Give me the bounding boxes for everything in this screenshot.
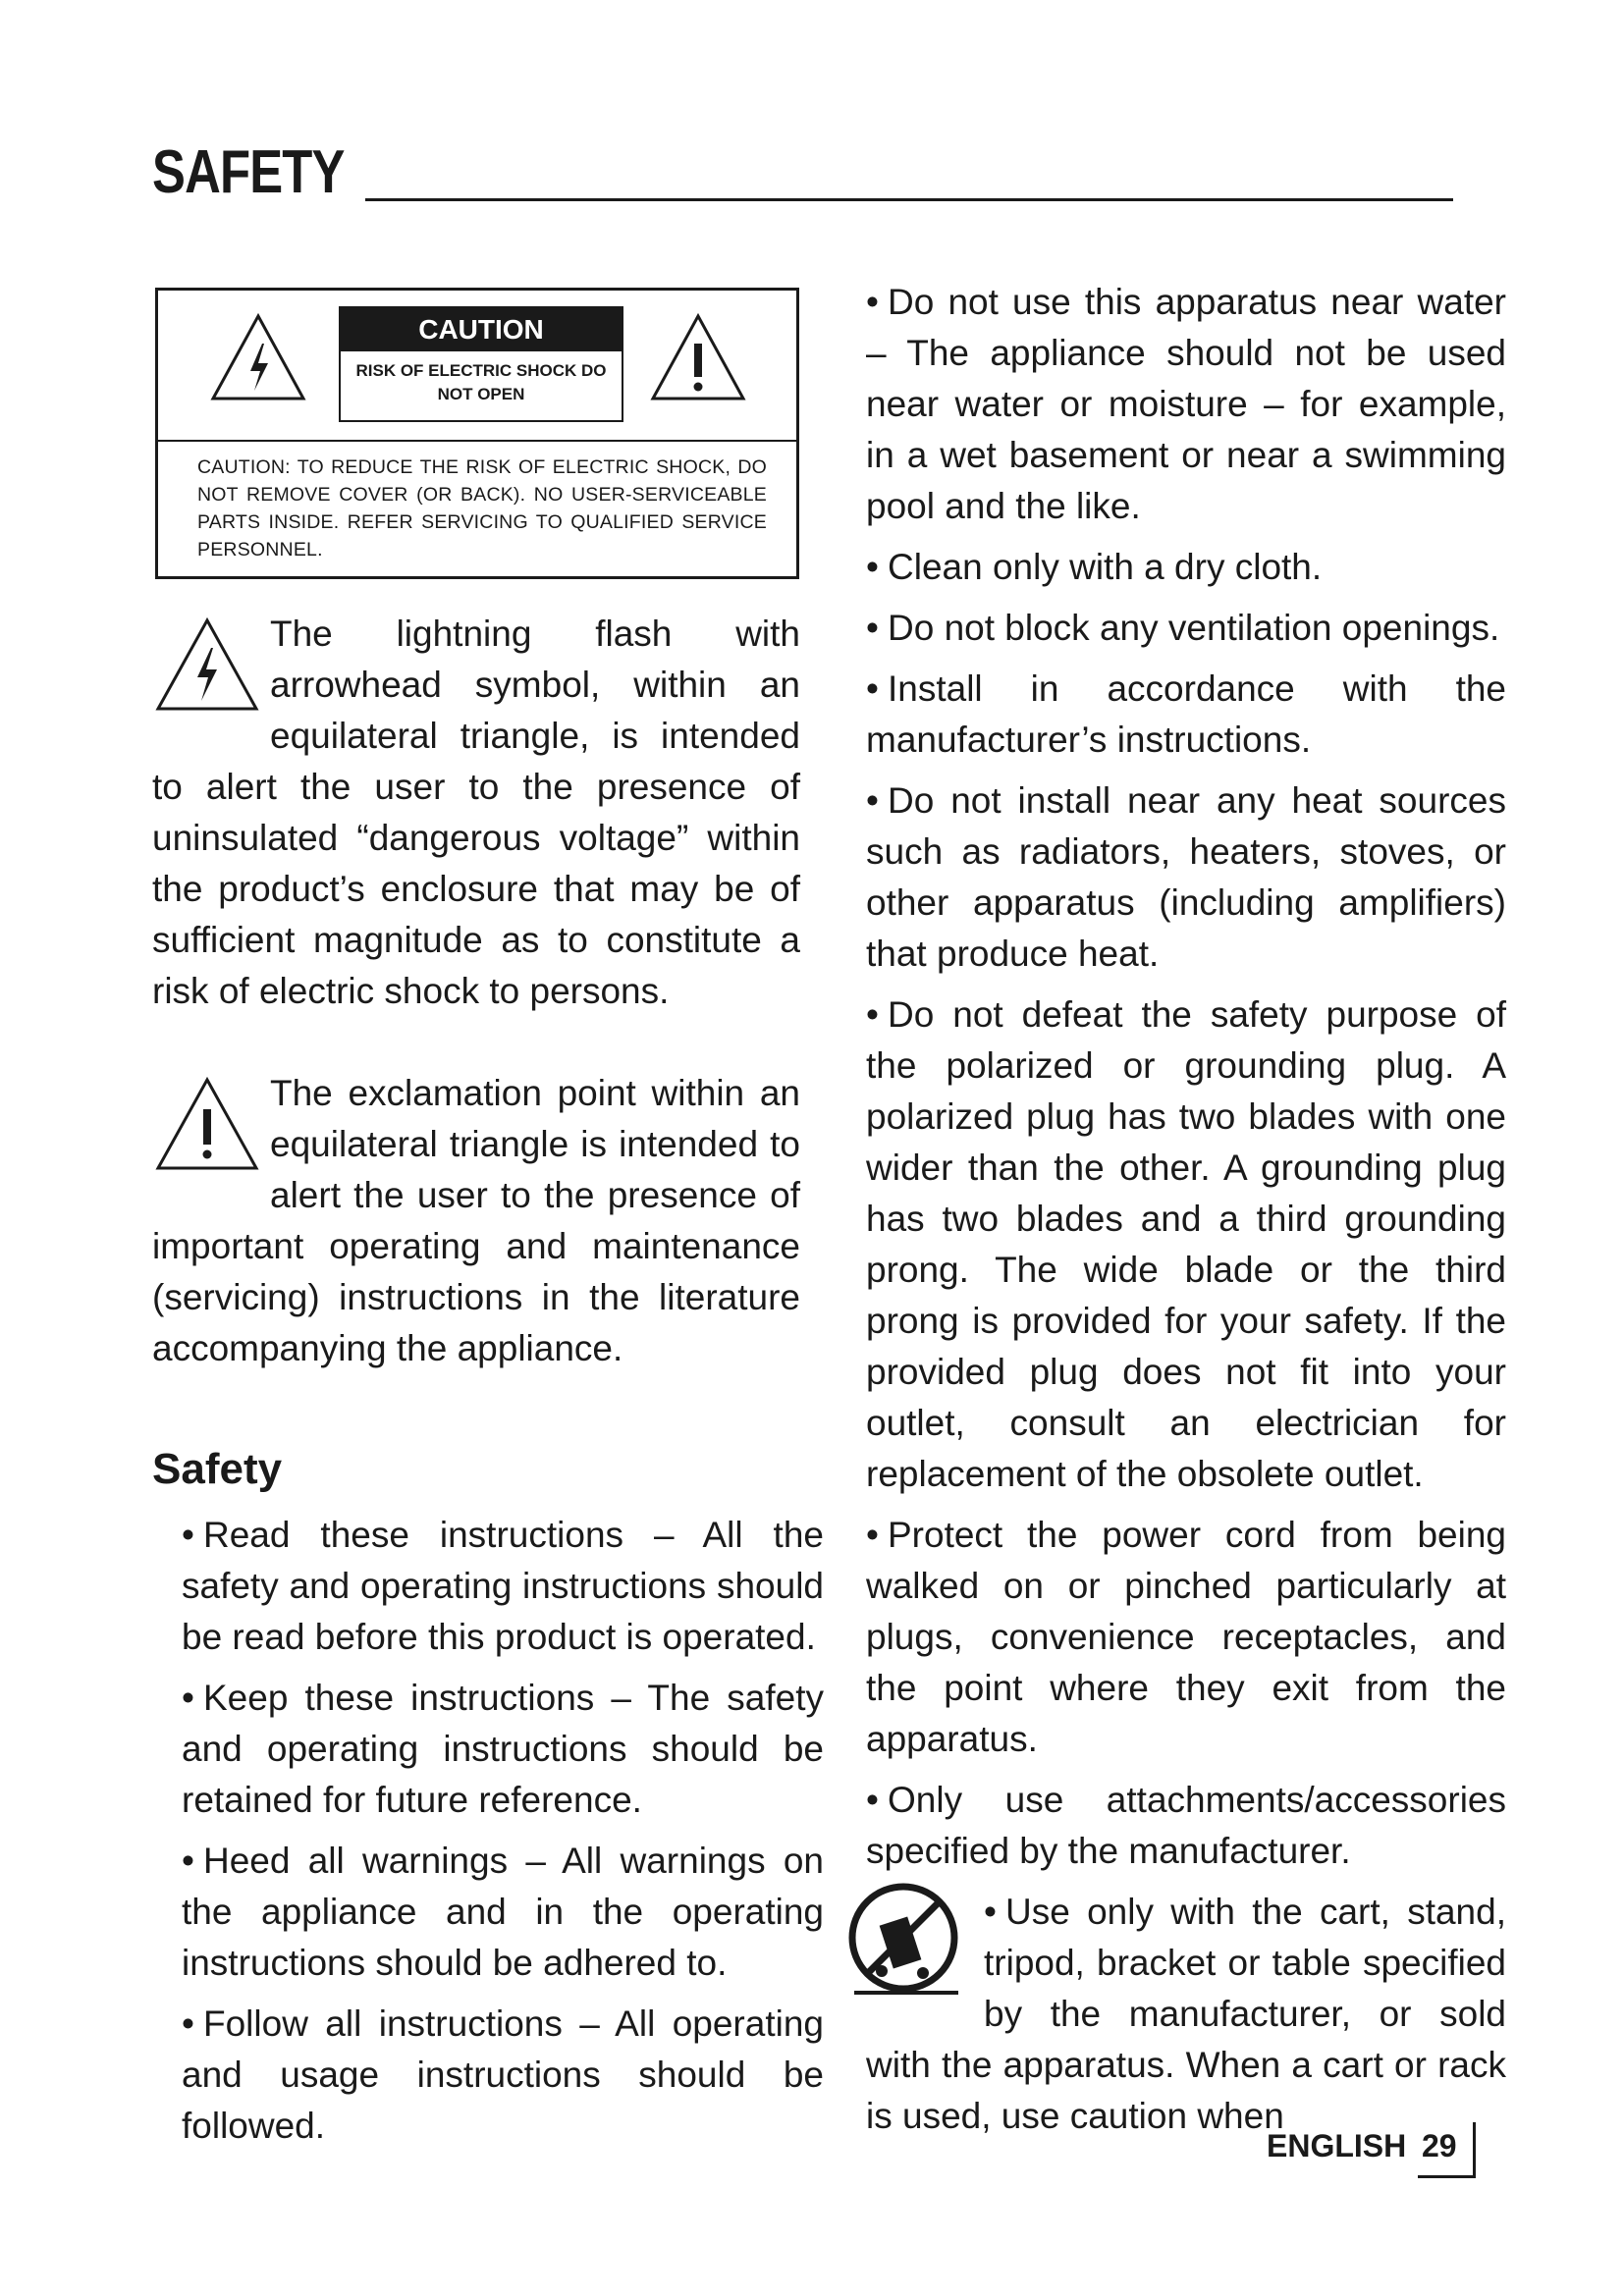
list-item: • Follow all instructions – All operating and usage instructions should be followed. — [182, 2003, 824, 2146]
list-item-text: Do not install near any heat sources such as radiators, heaters, stoves, or other apparatus (including amplifiers) that produce heat. — [866, 780, 1506, 974]
list-item-text: Keep these instructions – The safety and operating instructions should be retained for future reference. — [182, 1678, 824, 1820]
list-item: • Clean only with a dry cloth. — [866, 547, 1323, 587]
list-item: • Protect the power cord from being walked on or pinched particularly at plugs, convenience receptacles, and the point where they exit from the apparatus. — [866, 1515, 1506, 1759]
list-item: • Do not use this apparatus near water – The appliance should not be used near water or moisture – for example, in a wet basement or near a swimming pool and the like. — [866, 282, 1506, 526]
page-title: SAFETY — [152, 138, 345, 206]
page-number: 29 — [1422, 2128, 1457, 2163]
safety-heading: Safety — [152, 1445, 283, 1493]
list-item-text: Heed all warnings – All warnings on the appliance and in the operating instructions should be adhered to. — [182, 1841, 824, 1983]
list-item: • Use only with the cart, stand, tripod, bracket or table specified by the manufacturer, or sold with the apparatus. When a cart or rack is used, use caution when — [866, 1887, 1506, 2142]
list-item-text: Protect the power cord from being walked on or pinched particularly at plugs, convenience receptacles, and the point where they exit from the apparatus. — [866, 1515, 1506, 1759]
safety-list-left — [182, 1510, 824, 2162]
caution-sticker — [339, 306, 623, 422]
list-item-text: Install in accordance with the manufacturer’s instructions. — [866, 668, 1506, 760]
caution-text: CAUTION: TO REDUCE THE RISK OF ELECTRIC SHOCK, DO NOT REMOVE COVER (OR BACK). NO USER-SERVICEABLE PARTS INSIDE. REFER SERVICING TO QUALIFIED SERVICE PERSONNEL. — [197, 456, 767, 561]
safety-list-right — [866, 277, 1506, 2152]
list-item-text: Only use attachments/accessories specified by the manufacturer. — [866, 1780, 1506, 1871]
list-item-text: Do not defeat the safety purpose of the polarized or grounding plug. A polarized plug has two blades with one wider than the other. A grounding plug has two blades and a third grounding prong. The wide blade or the third prong is provided for your safety. If the provided plug does not fit into your outlet, consult an electrician for replacement of the obsolete outlet. — [866, 994, 1506, 1494]
list-item-text: Read these instructions – All the safety and operating instructions should be read before this product is operated. — [182, 1515, 824, 1657]
caution-subtitle: RISK OF ELECTRIC SHOCK DO NOT OPEN — [355, 361, 607, 403]
exclamation-explanation — [152, 1068, 800, 1374]
lightning-triangle-icon — [152, 613, 262, 715]
exclamation-text: The exclamation point within an equilateral triangle is intended to alert the user to the presence of important operating and maintenance (servicing) instructions in the literature accompanying the appliance. — [152, 1073, 800, 1368]
lightning-explanation — [152, 609, 800, 1017]
list-item: • Heed all warnings – All warnings on the appliance and in the operating instructions should be adhered to. — [182, 1841, 824, 1983]
list-item-text: Do not use this apparatus near water – The appliance should not be used near water or moisture – for example, in a wet basement or near a swimming pool and the like. — [866, 282, 1506, 526]
list-item: • Keep these instructions – The safety and operating instructions should be retained for future reference. — [182, 1678, 824, 1820]
exclamation-triangle-icon — [152, 1072, 262, 1174]
page-number-bracket — [1418, 2122, 1476, 2178]
footer-language: ENGLISH — [1267, 2128, 1407, 2163]
exclamation-triangle-icon — [649, 310, 747, 404]
list-item: • Do not install near any heat sources such as radiators, heaters, stoves, or other apparatus (including amplifiers) that produce heat. — [866, 780, 1506, 974]
list-item: • Only use attachments/accessories specified by the manufacturer. — [866, 1780, 1506, 1871]
list-item: • Read these instructions – All the safety and operating instructions should be read before this product is operated. — [182, 1515, 824, 1657]
list-item-text: Do not block any ventilation openings. — [888, 608, 1500, 648]
caution-label-top — [158, 291, 796, 442]
cart-tip-over-icon — [842, 1877, 970, 2004]
lightning-triangle-icon — [209, 310, 307, 404]
list-item: • Do not block any ventilation openings. — [866, 608, 1500, 648]
caution-label — [155, 288, 799, 579]
list-item: • Install in accordance with the manufacturer’s instructions. — [866, 668, 1506, 760]
lightning-text: The lightning flash with arrowhead symbol, within an equilateral triangle, is intended to alert the user to the presence of uninsulated “dangerous voltage” within the product’s enclosure that may be of sufficient magnitude as to constitute a risk of electric shock to persons. — [152, 614, 800, 1011]
list-item-text: Clean only with a dry cloth. — [888, 547, 1323, 587]
title-rule — [365, 198, 1453, 201]
list-item: • Do not defeat the safety purpose of the polarized or grounding plug. A polarized plug has two blades with one wider than the other. A grounding plug has two blades and a third grounding prong. The wide blade or the third prong is provided for your safety. If the provided plug does not fit into your outlet, consult an electrician for replacement of the obsolete outlet. — [866, 994, 1506, 1494]
list-item-text: Follow all instructions – All operating and usage instructions should be followed. — [182, 2003, 824, 2146]
caution-heading: CAUTION — [341, 308, 622, 351]
list-item-text: Use only with the cart, stand, tripod, bracket or table specified by the manufacturer, or sold with the apparatus. When a cart or rack is used, use caution when — [866, 1892, 1506, 2136]
